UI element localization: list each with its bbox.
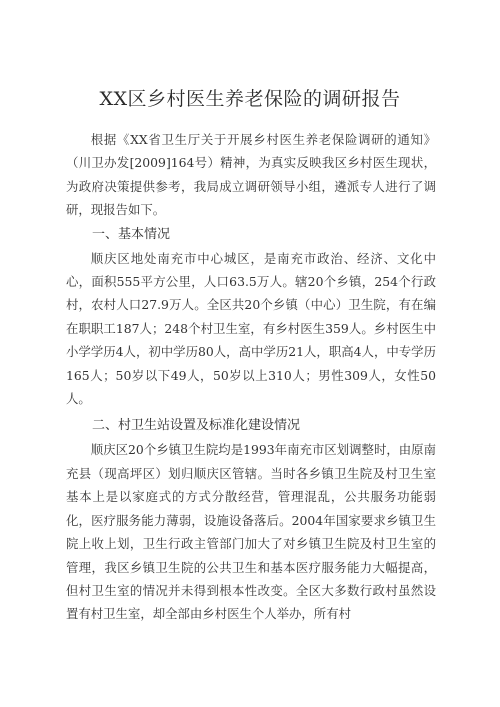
section-paragraph-basic-info: 顺庆区地处南充市中心城区，是南充市政治、经济、文化中心，面积555平方公里，人口63.5万人。辖20个乡镇，254个行政村，农村人口27.9万人。全区共20个乡镇（中心）卫生院，有在编在职职工187人；248个村卫生室，有乡村医生359人。乡村医生中小学学历4人，初中学历80人，高中学历21人，职高4人，中专学历165人；50岁以下49人，50岁以上310人；男性309人，女性50人。 xyxy=(66,250,436,407)
section-heading-clinic-setup: 二、村卫生站设置及标准化建设情况 xyxy=(92,418,301,434)
section-paragraph-clinic-setup: 顺庆区20个乡镇卫生院均是1993年南充市区划调整时，由原南充县（现高坪区）划归顺庆区管辖。当时各乡镇卫生院及村卫生室基本上是以家庭式的方式分散经营，管理混乱，公共服务功能弱化，医疗服务能力薄弱，设施设备落后。2004年国家要求乡镇卫生院上收上划，卫生行政主管部门加大了对乡镇卫生院及村卫生室的管理，我区乡镇卫生院的公共卫生和基本医疗服务能力大幅提高，但村卫生室的情况并未得到根本性改变。全区大多数行政村虽然设置有村卫生室，却全部由乡村医生个人举办，所有村 xyxy=(66,442,436,622)
document-body xyxy=(66,128,436,626)
section-heading-basic-info: 一、基本情况 xyxy=(92,226,171,242)
document-title: XX区乡村医生养老保险的调研报告 xyxy=(99,88,401,110)
intro-paragraph: 根据《XX省卫生厅关于开展乡村医生养老保险调研的通知》（川卫办发[2009]164号）精神，为真实反映我区乡村医生现状，为政府决策提供参考，我局成立调研领导小组，遴派专人进行了调研，现报告如下。 xyxy=(66,132,436,218)
